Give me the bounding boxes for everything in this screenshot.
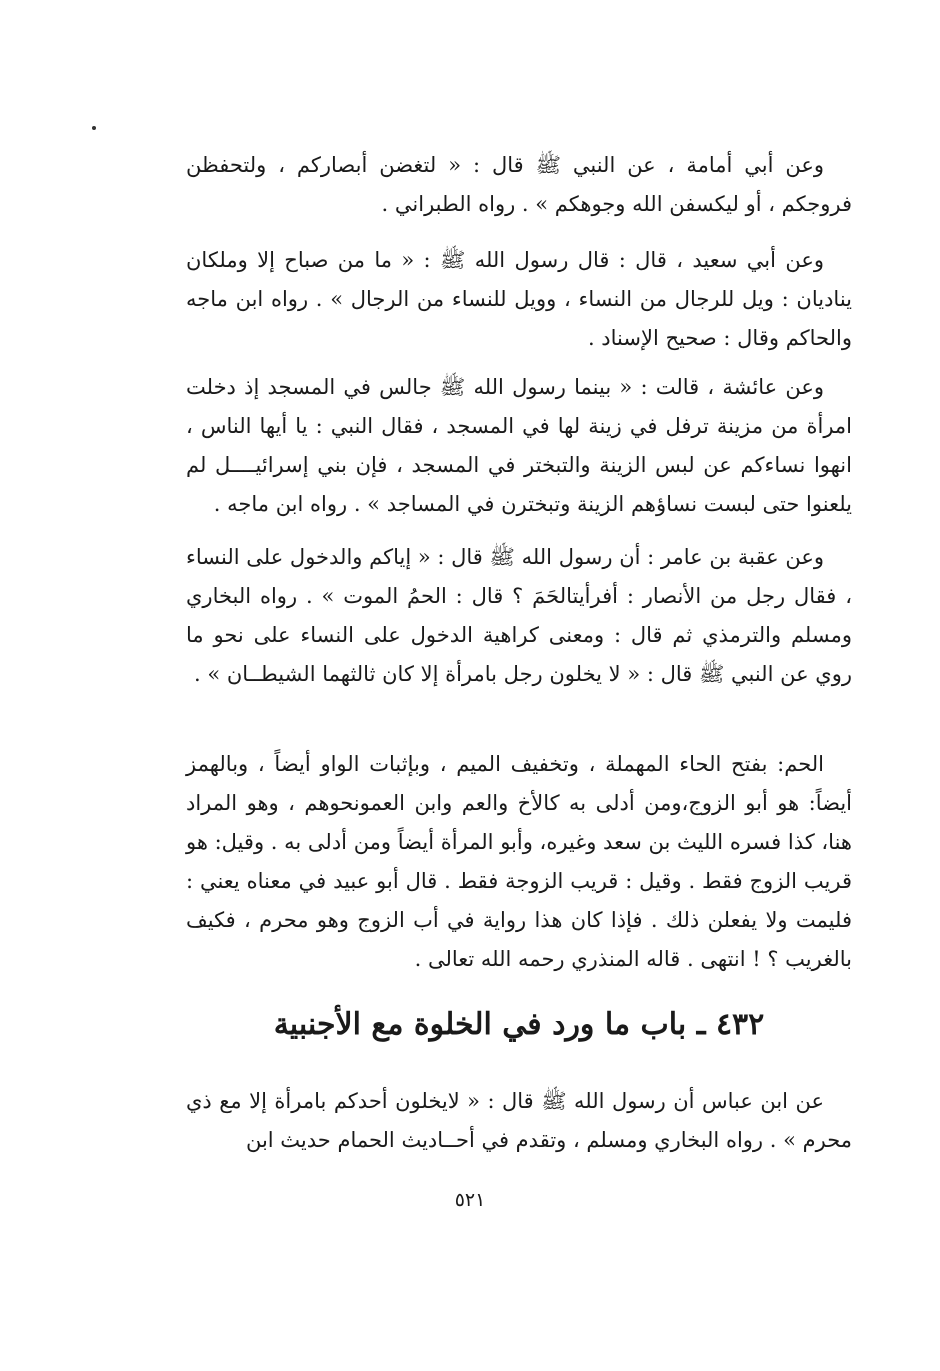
commentary-paragraph [186, 745, 852, 979]
paragraph-text: وعن عائشة ، قالت : « بينما رسول الله ﷺ جالس في المسجد إذ دخلت امرأة من مزينة ترفل في زينة لها في المسجد ، فقال النبي : يا أيها الناس ، انهوا نساءكم عن لبس الزينة والتبختر في المسجد ، فإن بني إسرائيــــل لم يلعنوا حتى لبست نساؤهم الزينة وتبخترن في المساجد » . رواه ابن ماجه . [186, 375, 852, 516]
paragraph-text: وعن عقبة بن عامر : أن رسول الله ﷺ قال : « إياكم والدخول على النساء ، فقال رجل من الأنصار : أفرأيتالحَمَ ؟ قال : الحمُ الموت » . رواه البخاري ومسلم والترمذي ثم قال : ومعنى كراهية الدخول على النساء على نحو ما روي عن النبي ﷺ قال : « لا يخلون رجل بامرأة إلا كان ثالثهما الشيطــان » . [186, 545, 852, 686]
hadith-paragraph-3 [186, 368, 852, 524]
paragraph-text: عن ابن عباس أن رسول الله ﷺ قال : « لايخلون أحدكم بامرأة إلا مع ذي محرم » . رواه البخاري ومسلم ، وتقدم في أحــاديث الحمام حديث ابن [186, 1089, 852, 1152]
stray-ink-dot [92, 126, 96, 130]
paragraph-text: الحم: بفتح الحاء المهملة ، وتخفيف الميم ، وبإثبات الواو أيضاً ، وبالهمز أيضاً: هو أبو الزوج،ومن أدلى به كالأخ والعم وابن العمونحوهم ، وهو المراد هنا، كذا فسره الليث بن سعد وغيره، وأبو المرأة أيضاً ومن أدلى به . وقيل: هو قريب الزوج فقط . وقيل : قريب الزوجة فقط . قال أبو عبيد في معناه يعني : فليمت ولا يفعلن ذلك . فإذا كان هذا رواية في أب الزوج وهو محرم ، فكيف بالغريب ؟ ! انتهى . قاله المنذري رحمه الله تعالى . [186, 752, 852, 971]
page-number: ٥٢١ [454, 1189, 486, 1211]
paragraph-text: وعن أبي أمامة ، عن النبي ﷺ قال : « لتغضن أبصاركم ، ولتحفظن فروجكم ، أو ليكسفن الله وجوهكم » . رواه الطبراني . [186, 153, 852, 216]
hadith-paragraph-1 [186, 146, 852, 224]
chapter-heading: ٤٣٢ ـ باب ما ورد في الخلوة مع الأجنبية [273, 1007, 765, 1042]
chapter-paragraph [186, 1082, 852, 1160]
paragraph-text: وعن أبي سعيد ، قال : قال رسول الله ﷺ : « ما من صباح إلا وملكان يناديان : ويل للرجال من النساء ، وويل للنساء من الرجال » . رواه ابن ماجه والحاكم وقال : صحيح الإسناد . [186, 248, 852, 350]
hadith-paragraph-2 [186, 241, 852, 358]
hadith-paragraph-4 [186, 538, 852, 694]
